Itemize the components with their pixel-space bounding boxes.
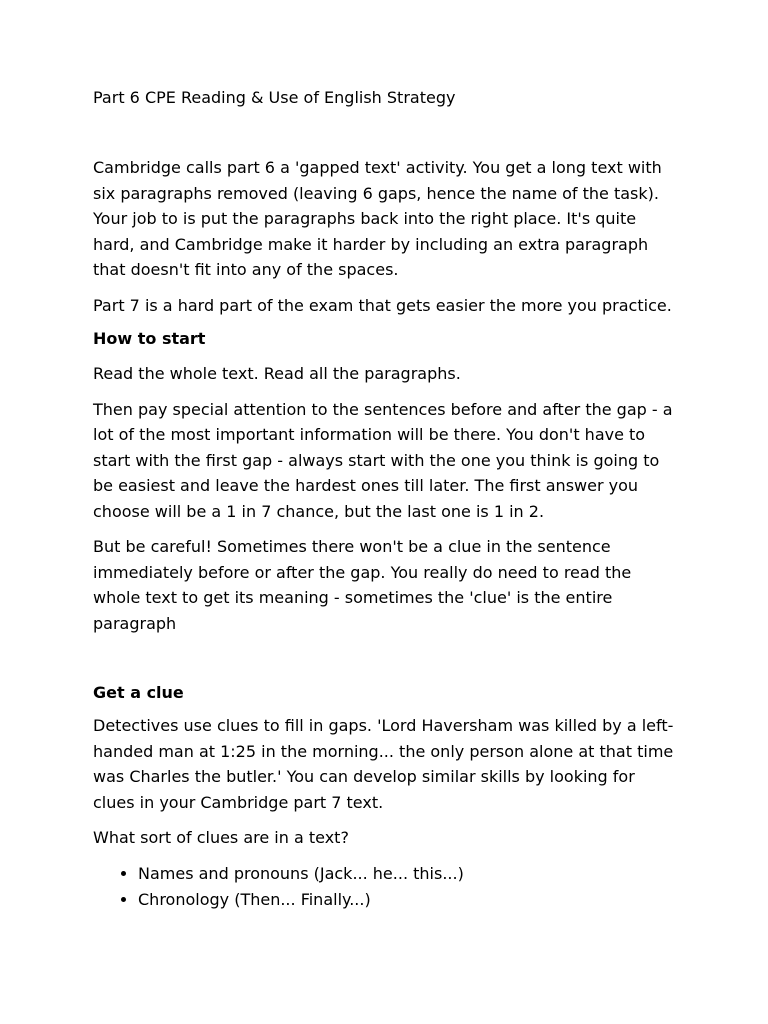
clue-list [93,861,680,913]
get-a-clue-paragraph-1: Detectives use clues to fill in gaps. 'Lord Haversham was killed by a left-handed man at 1:25 in the morning... the only person alone at that time was Charles the butler.' You can develop similar skills by looking for clues in your Cambridge part 7 text. [93,716,674,812]
how-to-start-paragraph-3: But be careful! Sometimes there won't be a clue in the sentence immediately before or after the gap. You really do need to read the whole text to get its meaning - sometimes the 'clue' is the entire paragraph [93,537,632,633]
clue-list-item: • Chronology (Then... Finally...) [138,887,680,913]
how-to-start-paragraph-1: Read the whole text. Read all the paragraphs. [93,364,461,383]
document-title: Part 6 CPE Reading & Use of English Strategy [93,88,456,107]
intro-paragraph-2: Part 7 is a hard part of the exam that gets easier the more you practice. [93,295,672,315]
intro-paragraph-1: Cambridge calls part 6 a 'gapped text' activity. You get a long text with six paragraphs removed (leaving 6 gaps, hence the name of the task). Your job to is put the paragraphs back into the right place. It's quite hard, and Cambridge make it harder by including an extra paragraph that doesn't fit into any of the spaces. [93,158,662,279]
how-to-start-paragraph-2: Then pay special attention to the sentences before and after the gap - a lot of the most important information will be there. You don't have to start with the first gap - always start with the one you think is going to be easiest and leave the hardest ones till later. The first answer you choose will be a 1 in 7 chance, but the last one is 1 in 2. [93,399,673,521]
how-to-start-heading: How to start [93,329,206,348]
get-a-clue-heading: Get a clue [93,683,184,702]
clue-list-item: • Names and pronouns (Jack... he... this...) [138,861,680,887]
get-a-clue-paragraph-2: What sort of clues are in a text? [93,828,349,847]
